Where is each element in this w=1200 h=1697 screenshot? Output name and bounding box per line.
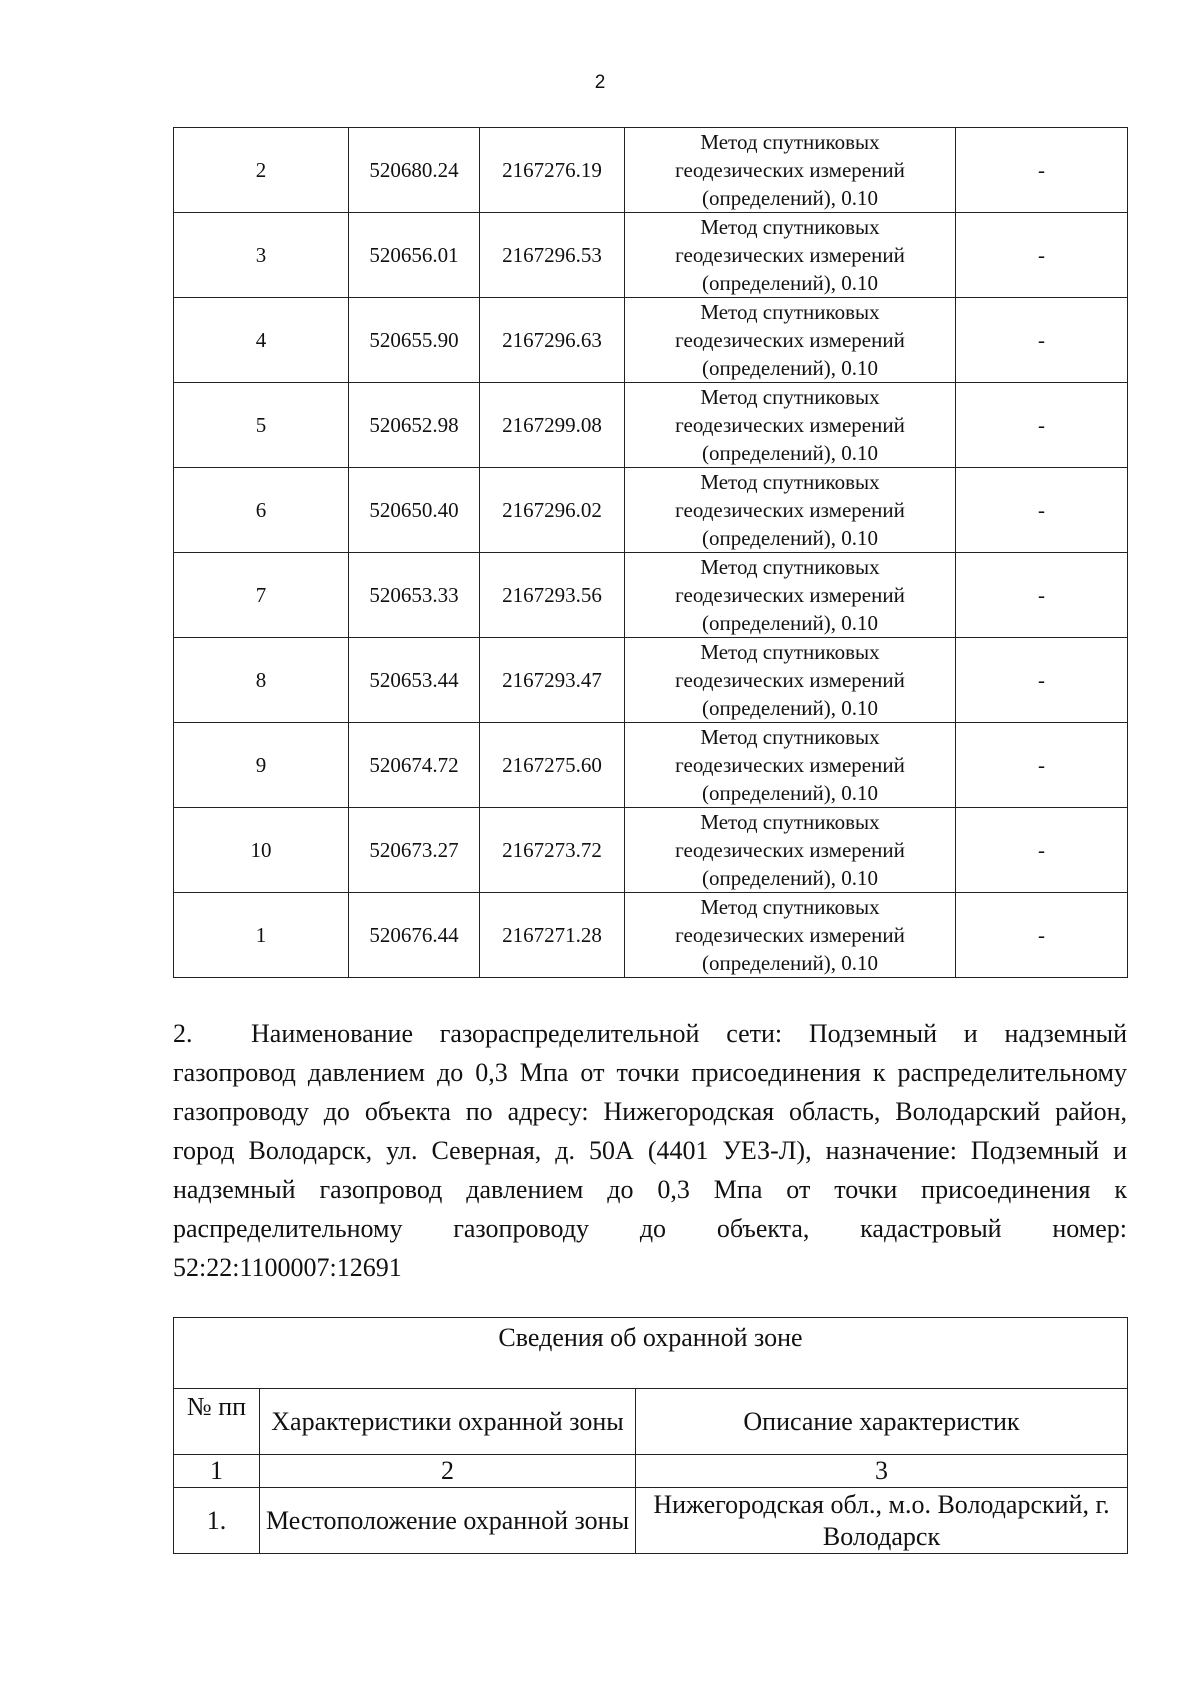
note-cell: -	[956, 213, 1128, 298]
method-cell	[625, 298, 956, 383]
method-cell	[625, 213, 956, 298]
method-line: Метод спутниковых	[700, 555, 880, 579]
method-cell	[625, 128, 956, 213]
y-coordinate-cell: 2167293.47	[480, 638, 625, 723]
method-cell	[625, 893, 956, 978]
coordinates-table-body	[174, 128, 1128, 978]
method-line: Метод спутниковых	[700, 215, 880, 239]
page-number: 2	[594, 72, 606, 93]
point-cell: 4	[174, 298, 349, 383]
protection-zone-table	[173, 1317, 1128, 1554]
x-coordinate-cell: 520653.44	[349, 638, 480, 723]
method-line: Метод спутниковых	[700, 300, 880, 324]
point-cell: 2	[174, 128, 349, 213]
point-cell: 7	[174, 553, 349, 638]
coordinates-table	[173, 127, 1128, 978]
method-line: (определений), 0.10	[701, 951, 879, 975]
x-coordinate-cell: 520656.01	[349, 213, 480, 298]
method-cell	[625, 468, 956, 553]
y-coordinate-cell: 2167275.60	[480, 723, 625, 808]
x-coordinate-cell: 520676.44	[349, 893, 480, 978]
method-line: геодезических измерений	[675, 668, 905, 692]
y-coordinate-cell: 2167296.53	[480, 213, 625, 298]
section-number: 2.	[173, 1019, 193, 1048]
note-cell: -	[956, 553, 1128, 638]
y-coordinate-cell: 2167271.28	[480, 893, 625, 978]
table-row	[174, 128, 1128, 213]
y-coordinate-cell: 2167276.19	[480, 128, 625, 213]
method-line: (определений), 0.10	[701, 611, 879, 635]
point-cell: 6	[174, 468, 349, 553]
method-line: (определений), 0.10	[701, 186, 879, 210]
y-coordinate-cell: 2167296.63	[480, 298, 625, 383]
table-row	[174, 893, 1128, 978]
method-line: геодезических измерений	[675, 498, 905, 522]
x-coordinate-cell: 520652.98	[349, 383, 480, 468]
point-cell: 3	[174, 213, 349, 298]
method-line: (определений), 0.10	[701, 271, 879, 295]
x-coordinate-cell: 520650.40	[349, 468, 480, 553]
method-cell	[625, 638, 956, 723]
method-line: Метод спутниковых	[700, 725, 880, 749]
method-cell	[625, 723, 956, 808]
method-cell	[625, 553, 956, 638]
method-line: (определений), 0.10	[701, 866, 879, 890]
table-row	[174, 553, 1128, 638]
method-line: геодезических измерений	[675, 413, 905, 437]
y-coordinate-cell: 2167273.72	[480, 808, 625, 893]
method-line: Метод спутниковых	[700, 640, 880, 664]
note-cell: -	[956, 808, 1128, 893]
point-cell: 5	[174, 383, 349, 468]
zone-row-characteristic: Местоположение охранной зоны	[260, 1488, 636, 1554]
zone-table-title-row	[174, 1318, 1128, 1389]
method-line: (определений), 0.10	[701, 781, 879, 805]
zone-row-description: Нижегородская обл., м.о. Володарский, г. Володарск	[636, 1488, 1128, 1554]
header-number: № пп	[174, 1389, 260, 1455]
method-line: Метод спутниковых	[700, 470, 880, 494]
method-line: геодезических измерений	[675, 328, 905, 352]
method-line: Метод спутниковых	[700, 385, 880, 409]
method-line: (определений), 0.10	[701, 356, 879, 380]
note-cell: -	[956, 298, 1128, 383]
y-coordinate-cell: 2167293.56	[480, 553, 625, 638]
column-number-3: 3	[636, 1455, 1128, 1488]
section-text: Наименование газораспределительной сети: Подземный и надземный газопровод давлением до 0,3 Мпа от точки присоединения к распределительному газопроводу до объекта по адресу: Нижегородская область, Володарский район, город Володарск, ул. Северная, д. 50А (4401 УЕЗ-Л), назначение: Подземный и надземный газопровод давлением до 0,3 Мпа от точки присоединения к распределительному газопроводу до объекта, кадастровый номер: 52:22:1100007:12691	[173, 1019, 1127, 1282]
zone-table-title: Сведения об охранной зоне	[174, 1318, 1128, 1389]
zone-table-header-row	[174, 1389, 1128, 1455]
method-line: геодезических измерений	[675, 923, 905, 947]
table-row	[174, 213, 1128, 298]
column-number-1: 1	[174, 1455, 260, 1488]
header-characteristics: Характеристики охранной зоны	[260, 1389, 636, 1455]
table-row	[174, 383, 1128, 468]
table-row	[174, 723, 1128, 808]
note-cell: -	[956, 638, 1128, 723]
method-line: (определений), 0.10	[701, 696, 879, 720]
column-number-2: 2	[260, 1455, 636, 1488]
method-line: (определений), 0.10	[701, 526, 879, 550]
table-row	[174, 298, 1128, 383]
method-line: геодезических измерений	[675, 158, 905, 182]
point-cell: 8	[174, 638, 349, 723]
method-line: Метод спутниковых	[700, 130, 880, 154]
table-row	[174, 638, 1128, 723]
zone-row-number: 1.	[174, 1488, 260, 1554]
zone-table-row	[174, 1488, 1128, 1554]
y-coordinate-cell: 2167299.08	[480, 383, 625, 468]
method-line: геодезических измерений	[675, 583, 905, 607]
header-description: Описание характеристик	[636, 1389, 1128, 1455]
y-coordinate-cell: 2167296.02	[480, 468, 625, 553]
x-coordinate-cell: 520653.33	[349, 553, 480, 638]
method-line: геодезических измерений	[675, 753, 905, 777]
note-cell: -	[956, 723, 1128, 808]
zone-table-column-numbers-row	[174, 1455, 1128, 1488]
section-2-paragraph	[173, 1014, 1127, 1287]
note-cell: -	[956, 383, 1128, 468]
method-line: Метод спутниковых	[700, 810, 880, 834]
point-cell: 9	[174, 723, 349, 808]
method-cell	[625, 808, 956, 893]
method-line: Метод спутниковых	[700, 895, 880, 919]
table-row	[174, 808, 1128, 893]
method-line: (определений), 0.10	[701, 441, 879, 465]
method-cell	[625, 383, 956, 468]
method-line: геодезических измерений	[675, 243, 905, 267]
x-coordinate-cell: 520680.24	[349, 128, 480, 213]
table-row	[174, 468, 1128, 553]
x-coordinate-cell: 520673.27	[349, 808, 480, 893]
note-cell: -	[956, 893, 1128, 978]
point-cell: 10	[174, 808, 349, 893]
point-cell: 1	[174, 893, 349, 978]
note-cell: -	[956, 128, 1128, 213]
x-coordinate-cell: 520674.72	[349, 723, 480, 808]
method-line: геодезических измерений	[675, 838, 905, 862]
note-cell: -	[956, 468, 1128, 553]
x-coordinate-cell: 520655.90	[349, 298, 480, 383]
